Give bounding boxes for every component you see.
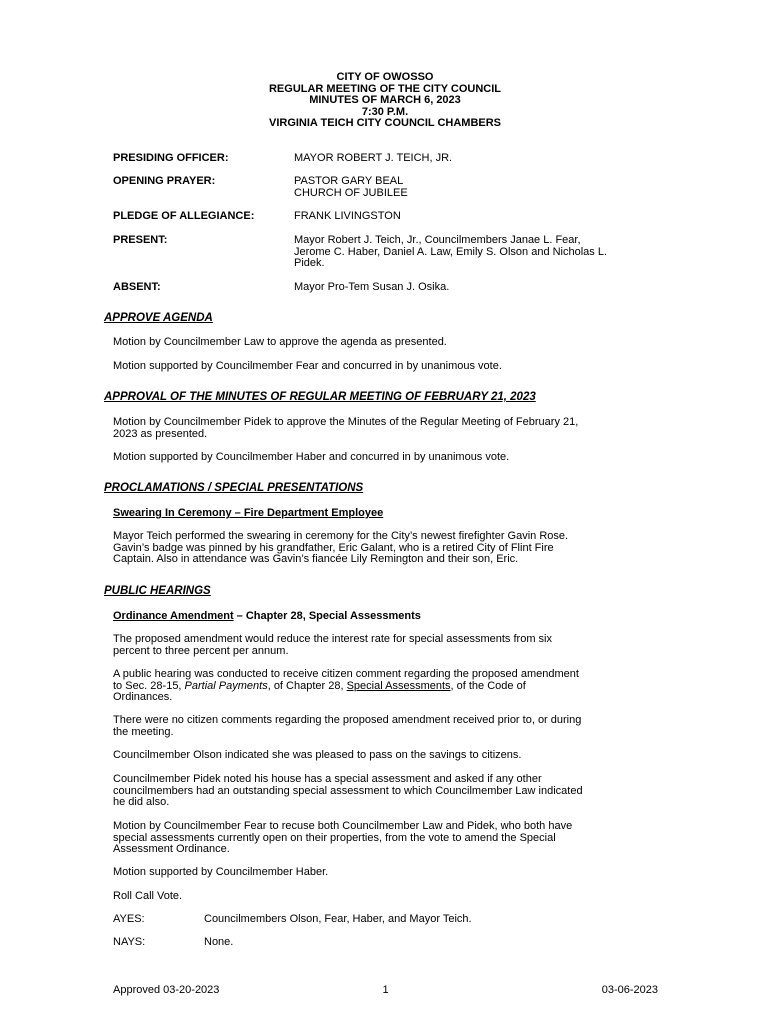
text-segment: , of the Code of [450,679,526,692]
meeting-time: 7:30 P.M. [361,105,409,118]
recuse-motion [113,821,658,856]
ordinance-amendment-subheading [113,610,421,622]
pledge-value: FRANK LIVINGSTON [294,210,401,222]
text-line: Assessment Ordinance. [113,843,230,855]
nays-label: NAYS: [113,936,146,948]
text-line: Gavin’s badge was pinned by his grandfather, Eric Galant, who is a retired City of Flint Fire [113,541,554,554]
opening-prayer-label: OPENING PRAYER: [113,175,216,187]
text-line: percent to three percent per annum. [113,644,289,657]
footer-meeting-date: 03-06-2023 [601,984,658,996]
text-line: the meeting. [113,725,174,738]
opening-prayer-church: CHURCH OF JUBILEE [294,186,408,199]
text-line: Motion by Councilmember Pidek to approve the Minutes of the Regular Meeting of February 21, [113,416,579,428]
page-footer [113,983,658,997]
text-line: The proposed amendment would reduce the interest rate for special assessments from six [113,633,552,645]
presiding-officer-value: MAYOR ROBERT J. TEICH, JR. [294,152,453,164]
absent-label: ABSENT: [113,281,161,293]
document-header [0,72,770,130]
presiding-officer-label: PRESIDING OFFICER: [113,152,229,164]
page-number: 1 [382,984,389,996]
text-line: Councilmember Pidek noted his house has a special assessment and asked if any other [113,773,542,785]
nays-value: None. [204,936,234,948]
text-line: 2023 as presented. [113,427,208,440]
minutes-motion [113,417,658,440]
text-line: There were no citizen comments regarding the proposed amendment received prior to, or during [113,714,582,726]
meeting-location: VIRGINIA TEICH CITY COUNCIL CHAMBERS [268,117,502,129]
text-line: he did also. [113,796,170,808]
proclamations-heading: PROCLAMATIONS / SPECIAL PRESENTATIONS [104,482,364,494]
public-hearings-heading: PUBLIC HEARINGS [104,585,211,597]
approve-agenda-heading: APPROVE AGENDA [104,312,213,324]
footer-approved-date: Approved 03-20-2023 [113,984,220,996]
text-line: councilmembers had an outstanding special assessment to which Councilmember Law indicated [113,784,583,797]
pidek-comment [113,774,658,809]
no-comments-paragraph [113,715,658,738]
agenda-motion: Motion by Councilmember Law to approve the agenda as presented. [113,336,447,348]
text-line: Ordinances. [113,691,173,703]
minutes-date: MINUTES OF MARCH 6, 2023 [309,94,461,106]
special-assessments-underlined: Special Assessments [346,679,451,692]
present-line: Jerome C. Haber, Daniel A. Law, Emily S. Olson and Nicholas L. [294,245,608,258]
present-label: PRESENT: [113,234,168,246]
ayes-value: Councilmembers Olson, Fear, Haber, and Mayor Teich. [204,913,472,925]
approve-minutes-heading: APPROVAL OF THE MINUTES OF REGULAR MEETING OF FEBRUARY 21, 2023 [104,391,536,403]
text-line: special assessments currently open on their properties, from the vote to amend the Special [113,831,556,844]
opening-prayer-pastor: PASTOR GARY BEAL [294,175,404,187]
agenda-support: Motion supported by Councilmember Fear and concurred in by unanimous vote. [113,360,502,372]
roll-call-vote: Roll Call Vote. [113,890,183,902]
text-line: Mayor Teich performed the swearing in ceremony for the City’s newest firefighter Gavin Rose. [113,530,569,542]
ayes-label: AYES: [113,913,145,925]
opening-prayer-value [294,176,664,199]
pledge-label: PLEDGE OF ALLEGIANCE: [113,210,255,222]
text-segment: , of Chapter 28, [267,679,347,692]
public-hearing-paragraph [113,669,658,704]
recuse-support: Motion supported by Councilmember Haber. [113,866,329,878]
partial-payments-italic: Partial Payments [184,679,268,692]
text-line: A public hearing was conducted to receive citizen comment regarding the proposed amendment [113,668,579,680]
present-line: Mayor Robert J. Teich, Jr., Councilmembers Janae L. Fear, [294,234,581,246]
meeting-type: REGULAR MEETING OF THE CITY COUNCIL [268,82,502,95]
swearing-in-paragraph [113,531,658,566]
city-name: CITY OF OWOSSO [336,71,434,83]
text-segment: to Sec. 28-15, [113,679,185,692]
ordinance-amendment-label: Ordinance Amendment [113,610,234,622]
present-value [294,235,664,270]
amendment-description [113,634,658,657]
text-line [113,681,658,693]
minutes-support: Motion supported by Councilmember Haber and concurred in by unanimous vote. [113,451,510,463]
present-line: Pidek. [294,257,325,269]
absent-value: Mayor Pro-Tem Susan J. Osika. [294,281,450,293]
ordinance-amendment-title: – Chapter 28, Special Assessments [233,610,421,622]
text-line: Captain. Also in attendance was Gavin’s fiancée Lily Remington and their son, Eric. [113,553,519,565]
swearing-in-subheading: Swearing In Ceremony – Fire Department Employee [113,507,384,519]
olson-comment: Councilmember Olson indicated she was pleased to pass on the savings to citizens. [113,749,522,761]
text-line: Motion by Councilmember Fear to recuse both Councilmember Law and Pidek, who both have [113,820,573,832]
